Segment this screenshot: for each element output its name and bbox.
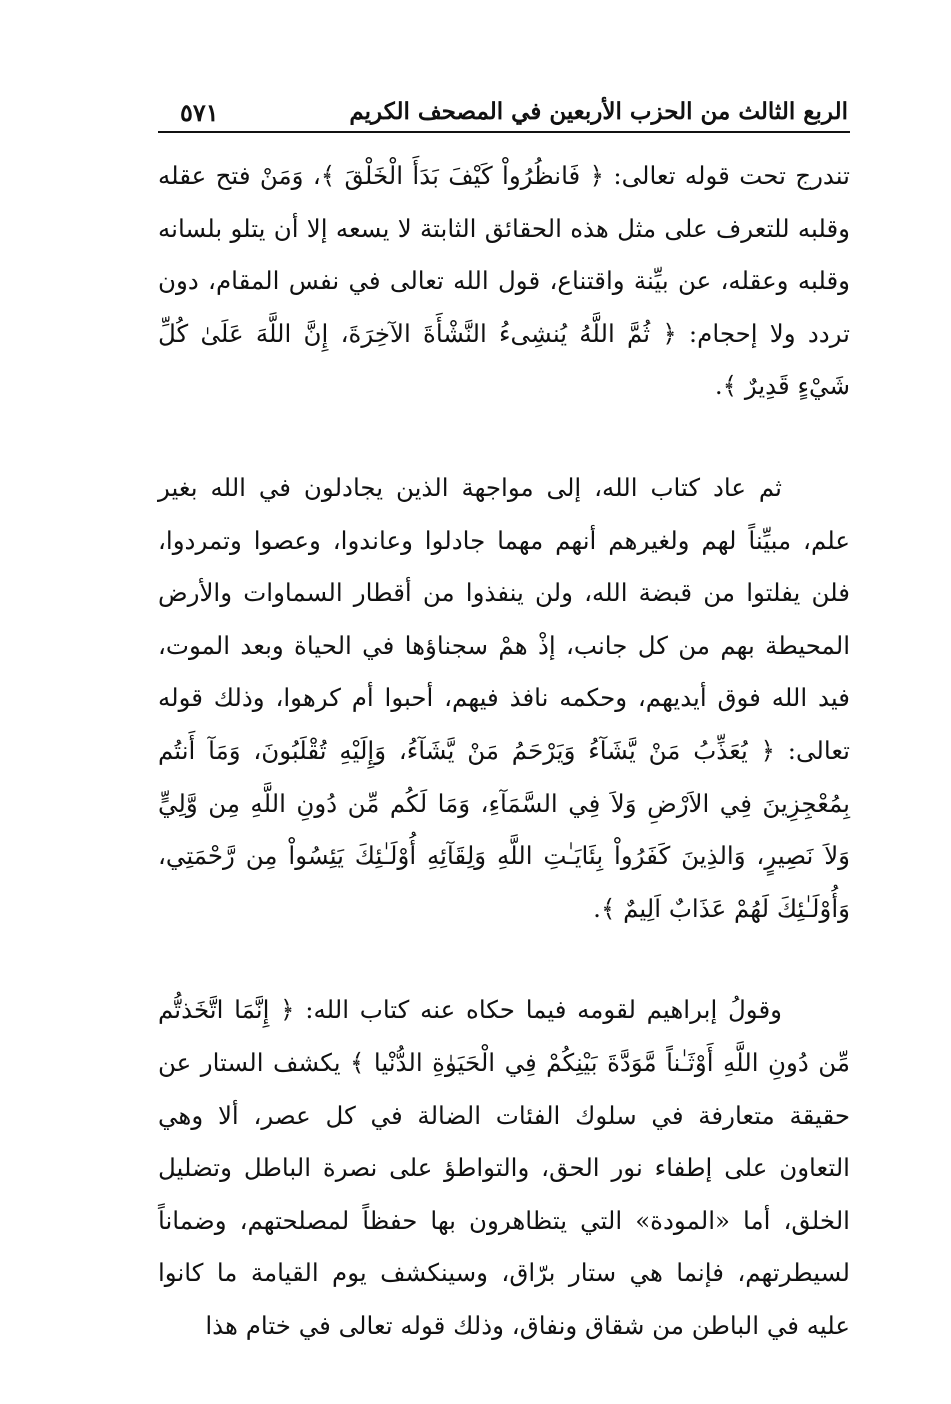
page-body	[158, 150, 850, 1352]
paragraph-1: تندرج تحت قوله تعالى: ﴿ فَانظُرُواْ كَيْفَ بَدَأَ الْخَلْقَ ﴾، وَمَنْ فتح عقله وقلبه للتعرف على مثل هذه الحقائق الثابتة لا يسعه إلا أن يتلو بلسانه وقلبه وعقله، عن بيِّنة واقتناع، قول الله تعالى في نفس المقام، دون تردد ولا إحجام: ﴿ ثُمَّ اللَّهُ يُنشِىءُ النَّشْأَةَ الآخِرَةَ، إِنَّ اللَّهَ عَلَىٰ كُلِّ شَيْءٍ قَدِيرٌ ﴾.	[158, 161, 850, 401]
header-divider	[158, 131, 850, 133]
page-number: ٥٧١	[180, 98, 219, 127]
page-header	[158, 96, 848, 132]
paragraph-2: ثم عاد كتاب الله، إلى مواجهة الذين يجادلون في الله بغير علم، مبيِّناً لهم ولغيرهم أنهم مهما جادلوا وعاندوا، وعصوا وتمردوا، فلن يفلتوا من قبضة الله، ولن ينفذوا من أقطار السماوات والأرض المحيطة بهم من كل جانب، إذْ همْ سجناؤها في الحياة وبعد الموت، فيد الله فوق أيديهم، وحكمه نافذ فيهم، أحبوا أم كرهوا، وذلك قوله تعالى: ﴿ يُعَذِّبُ مَنْ يَّشَآءُ وَيَرْحَمُ مَنْ يَّشَآءُ، وَإِلَيْهِ تُقْلَبُونَ، وَمَآ أَنتُم بِمُعْجِزِينَ فِي الاَرْضِ وَلاَ فِي السَّمَآءِ، وَمَا لَكُم مِّن دُونِ اللَّهِ مِن وَّلِيٍّ وَلاَ نَصِيرٍ، وَالذِينَ كَفَرُواْ بِئَايَـٰتِ اللَّهِ وَلِقَآئِهِ أُوْلَـٰئِكَ يَئِسُواْ مِن رَّحْمَتِي، وَأُوْلَـٰئِكَ لَهُمْ عَذَابٌ اَلِيمٌ ﴾.	[158, 472, 850, 923]
paragraph-3: وقولُ إبراهيم لقومه فيما حكاه عنه كتاب الله: ﴿ إِنَّمَا اتَّخَذتُّم مِّن دُونِ اللَّهِ أَوْثَـٰناً مَّوَدَّةَ بَيْنِكُمْ فِي الْحَيَوٰةِ الدُّنْيا ﴾ يكشف الستار عن حقيقة متعارفة في سلوك الفئات الضالة في كل عصر، ألا وهي التعاون على إطفاء نور الحق، والتواطؤ على نصرة الباطل وتضليل الخلق، أما «المودة» التي يتظاهرون بها حفظاً لمصلحتهم، وضماناً لسيطرتهم، فإنما هي ستار برّاق، وسينكشف يوم القيامة ما كانوا عليه في الباطن من شقاق ونفاق، وذلك قوله تعالى في ختام هذا	[158, 995, 850, 1340]
running-title: الربع الثالث من الحزب الأربعين في المصحف الكريم	[349, 98, 848, 125]
